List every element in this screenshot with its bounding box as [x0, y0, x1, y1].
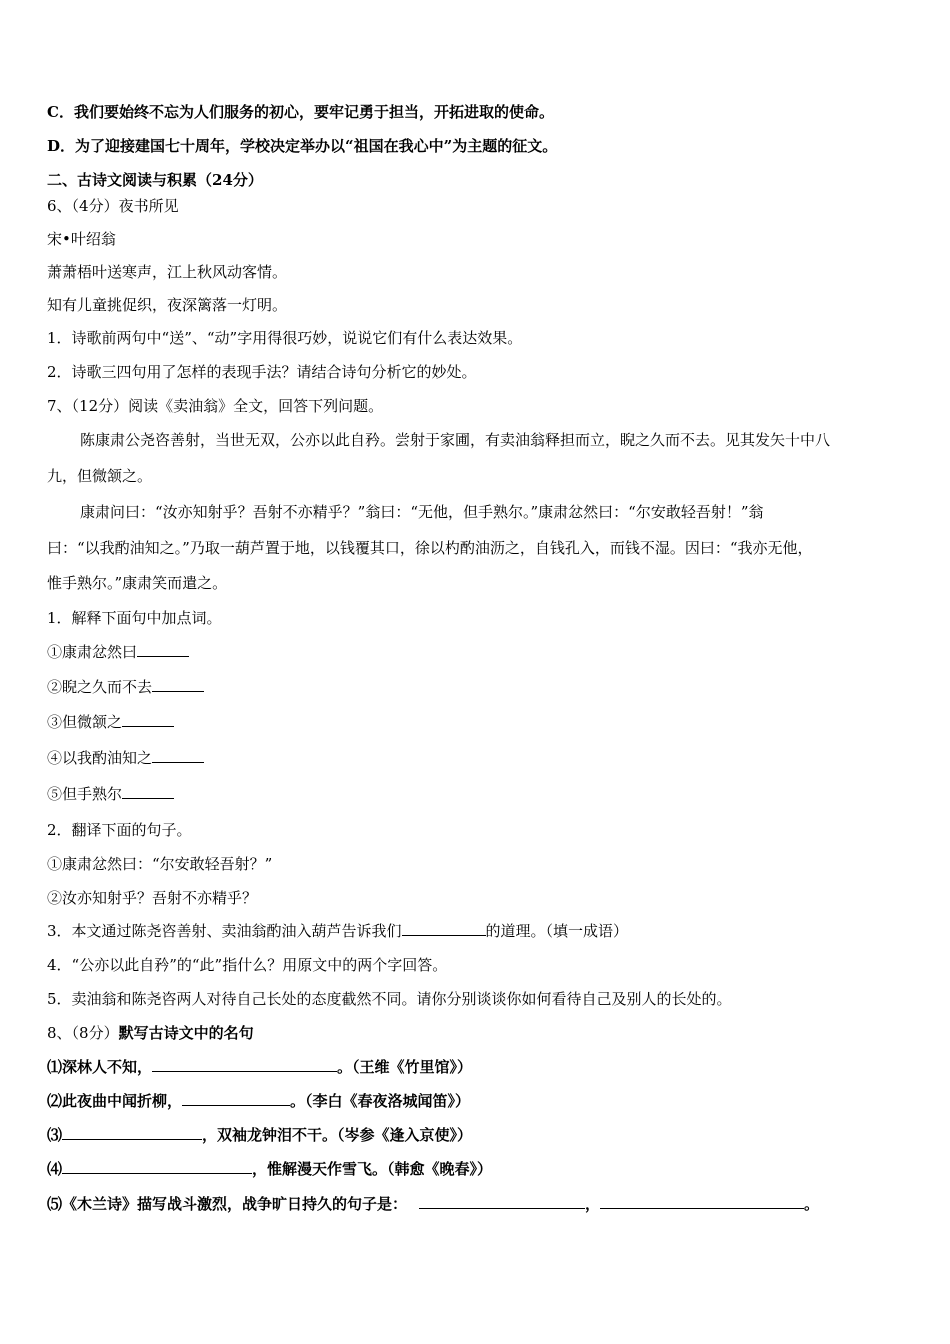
answer-blank[interactable] [62, 1159, 252, 1174]
word-item: ②睨之久而不去 [47, 677, 204, 697]
q7-question-2: 2．翻译下面的句子。 [47, 821, 192, 839]
translate-sentence: ②汝亦知射乎？吾射不亦精乎？ [47, 889, 258, 907]
q6-author: 宋•叶绍翁 [47, 230, 116, 248]
recitation-line: ⑷ ，惟解漫天作雪飞。（韩愈《晚春》） [47, 1160, 493, 1178]
answer-blank[interactable] [152, 748, 204, 763]
q7-question-5: 5．卖油翁和陈尧咨两人对待自己长处的态度截然不同。请你分别谈谈你如何看待自己及别人的长处的。 [47, 990, 732, 1008]
word-item: ⑤但手熟尔 [47, 784, 174, 804]
word-item: ①康肃忿然曰 [47, 642, 189, 662]
answer-blank[interactable] [182, 1091, 290, 1106]
answer-blank[interactable] [62, 1125, 202, 1140]
passage-line: 九，但微颔之。 [47, 467, 153, 485]
poem-line: 知有儿童挑促织，夜深篱落一灯明。 [47, 296, 288, 314]
option-d: D．为了迎接建国七十周年，学校决定举办以“祖国在我心中”为主题的征文。 [47, 137, 558, 155]
answer-blank[interactable] [402, 921, 486, 936]
answer-blank[interactable] [137, 642, 189, 657]
answer-blank[interactable] [122, 712, 174, 727]
q8-title: 8、（8分）默写古诗文中的名句 [47, 1024, 254, 1042]
section-heading: 二、古诗文阅读与积累（24分） [47, 171, 263, 189]
q7-question-1: 1．解释下面句中加点词。 [47, 609, 222, 627]
answer-blank[interactable] [419, 1194, 585, 1209]
q6-question-2: 2．诗歌三四句用了怎样的表现手法？请结合诗句分析它的妙处。 [47, 363, 477, 381]
passage-line: 惟手熟尔。”康肃笑而遣之。 [47, 574, 228, 592]
recitation-line: ⑴深林人不知， 。（王维《竹里馆》） [47, 1058, 473, 1076]
q7-title: 7、（12分）阅读《卖油翁》全文，回答下列问题。 [47, 397, 384, 415]
q7-question-3: 3．本文通过陈尧咨善射、卖油翁酌油入葫芦告诉我们 的道理。（填一成语） [47, 922, 629, 940]
option-c: C．我们要始终不忘为人们服务的初心，要牢记勇于担当，开拓进取的使命。 [47, 103, 554, 121]
translate-sentence: ①康肃忿然曰：“尔安敢轻吾射？” [47, 855, 273, 873]
word-item: ④以我酌油知之 [47, 748, 204, 768]
passage-line: 陈康肃公尧咨善射，当世无双，公亦以此自矜。尝射于家圃，有卖油翁释担而立，睨之久而不去。见其发矢十中八 [80, 431, 831, 449]
answer-blank[interactable] [600, 1194, 804, 1209]
q6-question-1: 1．诗歌前两句中“送”、“动”字用得很巧妙，说说它们有什么表达效果。 [47, 329, 523, 347]
recitation-line: ⑵此夜曲中闻折柳， 。（李白《春夜洛城闻笛》） [47, 1092, 471, 1110]
q7-question-4: 4．“公亦以此自矜”的“此”指什么？用原文中的两个字回答。 [47, 956, 448, 974]
answer-blank[interactable] [152, 1057, 337, 1072]
recitation-line: ⑶ ，双袖龙钟泪不干。（岑参《逢入京使》） [47, 1126, 473, 1144]
recitation-line: ⑸《木兰诗》描写战斗激烈，战争旷日持久的句子是： ， 。 [47, 1195, 820, 1213]
passage-line: 康肃问曰：“汝亦知射乎？吾射不亦精乎？”翁曰：“无他，但手熟尔。”康肃忿然曰：“尔安敢轻吾射！”翁 [80, 503, 764, 521]
answer-blank[interactable] [122, 784, 174, 799]
word-item: ③但微颔之 [47, 712, 174, 732]
poem-line: 萧萧梧叶送寒声，江上秋风动客情。 [47, 263, 288, 281]
answer-blank[interactable] [152, 677, 204, 692]
q6-title: 6、（4分）夜书所见 [47, 197, 179, 215]
passage-line: 曰：“以我酌油知之。”乃取一葫芦置于地，以钱覆其口，徐以杓酌油沥之，自钱孔入，而钱不湿。因曰：“我亦无他， [47, 539, 813, 557]
